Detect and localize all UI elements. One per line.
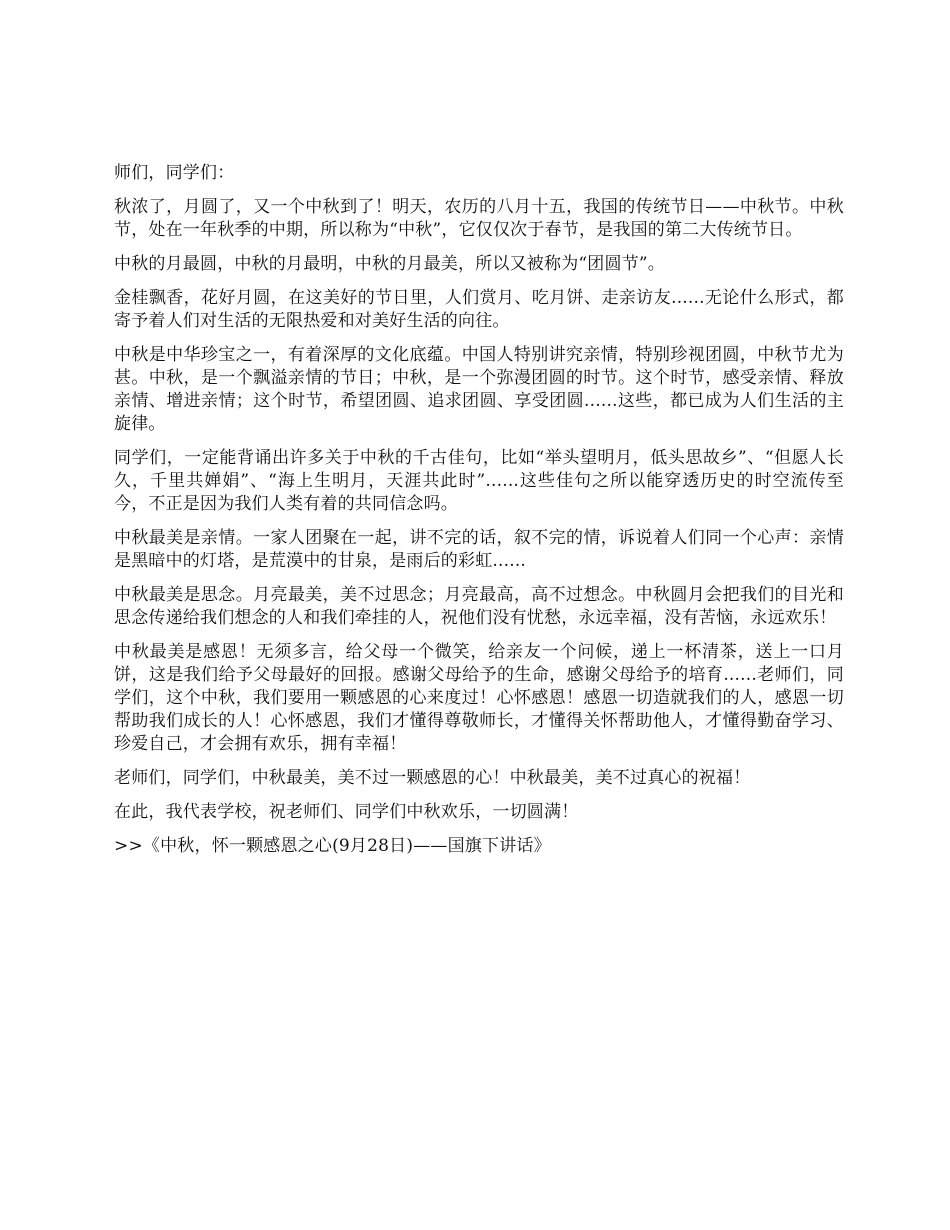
paragraph-10: 在此，我代表学校，祝老师们、同学们中秋欢乐，一切圆满！ [114,802,579,822]
paragraph-2: 中秋的月最圆，中秋的月最明，中秋的月最美，所以又被称为“团圆节”。 [114,254,665,274]
paragraph-6: 中秋最美是亲情。一家人团聚在一起，讲不完的话，叙不完的情，诉说着人们同一个心声：亲情是黑暗中的灯塔，是荒漠中的甘泉，是雨后的彩虹...... [114,528,844,571]
paragraph-8: 中秋最美是感恩！无须多言，给父母一个微笑，给亲友一个问候，递上一杯清茶，送上一口月饼，这是我们给予父母最好的回报。感谢父母给予的生命，感谢父母给予的培育......老师们，同学们，这个中秋，我们要用一颗感恩的心来度过！心怀感恩！感恩一切造就我们的人，感恩一切帮助我们成长的人！心怀感恩，我们才懂得尊敬师长，才懂得关怀帮助他人，才懂得勤奋学习、珍爱自己，才会拥有欢乐，拥有幸福！ [114,642,844,754]
paragraph-5: 同学们，一定能背诵出许多关于中秋的千古佳句，比如“举头望明月，低头思故乡”、“但愿人长久，千里共婵娟”、“海上生明月，天涯共此时”......这些佳句之所以能穿透历史的时空流传至今，不正是因为我们人类有着的共同信念吗。 [114,448,844,514]
paragraph-4: 中秋是中华珍宝之一，有着深厚的文化底蕴。中国人特别讲究亲情，特别珍视团圆，中秋节尤为甚。中秋，是一个飘溢亲情的节日；中秋，是一个弥漫团圆的时节。这个时节，感受亲情、释放亲情、增进亲情；这个时节，希望团圆、追求团圆、享受团圆......这些，都已成为人们生活的主旋律。 [114,345,844,434]
paragraph-1: 秋浓了，月圆了，又一个中秋到了！明天，农历的八月十五，我国的传统节日——中秋节。中秋节，处在一年秋季的中期，所以称为“中秋”，它仅仅次于春节，是我国的第二大传统节日。 [114,197,844,240]
speech-document [114,162,844,858]
greeting: 师们，同学们： [114,163,235,183]
paragraph-7: 中秋最美是思念。月亮最美，美不过思念；月亮最高，高不过想念。中秋圆月会把我们的目光和思念传递给我们想念的人和我们牵挂的人，祝他们没有忧愁，永远幸福，没有苦恼，永远欢乐！ [114,585,844,628]
paragraph-3: 金桂飘香，花好月圆，在这美好的节日里，人们赏月、吃月饼、走亲访友......无论什么形式，都寄予着人们对生活的无限热爱和对美好生活的向往。 [114,288,844,331]
related-article-link[interactable]: >>《中秋，怀一颗感恩之心(9月28日)——国旗下讲话》 [114,836,551,856]
paragraph-9: 老师们，同学们，中秋最美，美不过一颗感恩的心！中秋最美，美不过真心的祝福！ [114,768,751,788]
